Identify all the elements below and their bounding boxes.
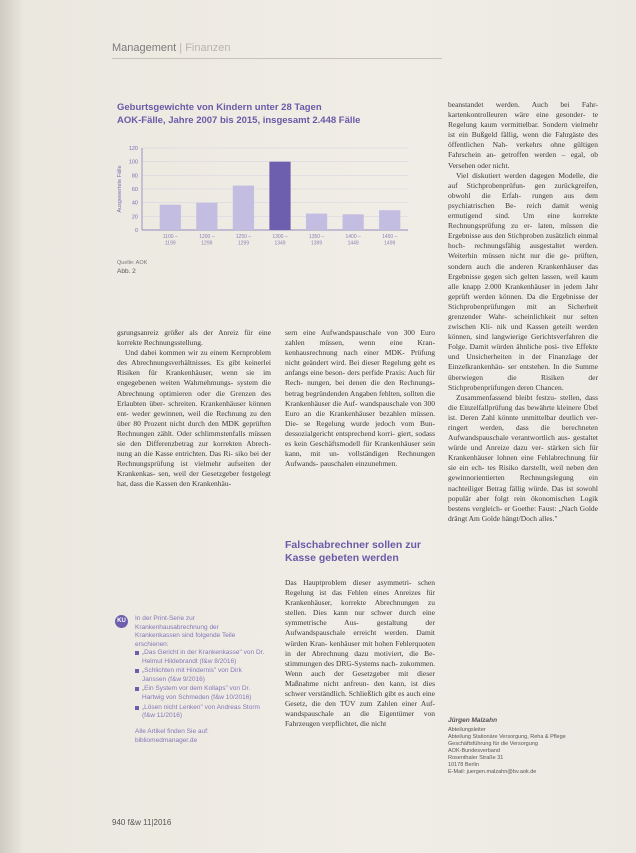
series-list-item: „Das Gericht in der Krankenkasse" von Dr. Helmut Hildebrandt (f&w 8/2016) — [135, 649, 265, 666]
journal-name: f&w 11|2016 — [127, 818, 172, 827]
y-axis-label: Ausgewertete Fälle — [117, 165, 123, 213]
column-1 — [117, 328, 271, 490]
bar — [343, 214, 364, 230]
x-tick-label: 1449 — [347, 240, 359, 247]
x-tick-label: 1349 — [274, 240, 286, 247]
y-tick-label: 40 — [131, 200, 138, 207]
bar — [269, 162, 290, 230]
col3-paragraph-1: beanstandet werden. Auch bei Fahr- kartenkontrolleuren wäre eine gesonder- te Regelung kaum vermittelbar. Sondern vielmehr ist ein Bußgeld fällig, wenn die Fahrgäste des öffentlichen Nah- verkehrs ohne gültigen Fahrschein an- getroffen werden – egal, ob Versehen oder nicht. — [448, 100, 598, 170]
x-tick-label: 1200 – — [199, 234, 215, 240]
chart-title-block — [117, 101, 437, 127]
chart-source: Quelle: AOK — [117, 260, 148, 266]
series-list — [135, 649, 265, 722]
column-3 — [448, 100, 598, 524]
author-line: 10178 Berlin — [448, 762, 479, 768]
col2-paragraph-1: sern eine Aufwandspauschale von 300 Euro zahlen müssen, wenn eine Kran- kenhausrechnung nach einer MDK- Prüfung nicht geändert wird. Bei dieser Regelung geht es anfangs eine beson- ders perfide Praxis: Auch für Rech- nungen, bei denen die den Rechnungs- betrag begründenden Angaben fehlten, sollten die Krankenhäuser die Auf- wandspauschale von 300 Euro an die Krankenhäuser bezahlen müssen. Die- se Regelung wurde jedoch vom Bun- dessozialgericht entsprechend korri- giert, sodass es kein Geschäftsmodell für Krankenhäuser sein kann, mit un- vollständigen Rechnungen Aufwands- pauschalen einzunehmen. — [285, 328, 435, 469]
column-2 — [285, 328, 435, 469]
x-tick-label: 1250 – — [235, 234, 252, 240]
column-2-lower — [285, 578, 435, 729]
header-subsection: Finanzen — [185, 42, 231, 54]
chart-title: Geburtsgewichte von Kindern unter 28 Tagen — [117, 102, 322, 113]
page-header — [112, 42, 230, 54]
page-footer — [112, 818, 171, 827]
x-tick-label: 1100 – — [162, 234, 178, 240]
x-tick-label: 1299 — [237, 240, 249, 247]
series-link[interactable]: Alle Artikel finden Sie auf: bibliomedmanager.de — [135, 728, 209, 744]
author-email[interactable]: E-Mail: juergen.malzahn@bv.aok.de — [448, 769, 537, 775]
y-tick-label: 80 — [131, 173, 138, 180]
col2b-paragraph-1: Das Hauptproblem dieser asymmetri- schen Regelung ist das Fehlen eines Anreizes für Krankenhäuser, korrekte Abrechnungen zu stellen. Dies kann nur schwer durch eine symmetrische Aus- gestaltung der Aufwandspauschale erreicht werden. Damit würden Kran- kenhäuser mit hohen Fehlerquoten in der Abrechnung dazu motiviert, die Be- stimmungen des DRG-Systems nach- zukommen. Wenn auch der Gesetzgeber mit dieser Maßnahme nicht anfreun- den kann, ist dies schwer verständlich. Schließlich gibt es auch eine Gesetz, die den TÜV zum Zahlen einer Auf- wandspauschale an die Eigentümer von Fahrzeugen verpflichtet, die nicht — [285, 578, 435, 729]
figure-label: Abb. 2 — [117, 268, 136, 275]
author-box — [448, 717, 598, 776]
x-tick-label: 1300 – — [272, 234, 288, 240]
x-tick-label: 1399 — [311, 240, 323, 247]
x-tick-label: 1450 – — [382, 234, 398, 240]
author-line: Abteilung Stationäre Versorgung, Reha & Pflege — [448, 734, 566, 740]
bar — [233, 186, 254, 230]
header-separator: | — [179, 42, 183, 54]
series-list-item: „Schlichten mit Hindernis" von Dirk Janssen (f&w 9/2016) — [135, 667, 265, 684]
x-tick-label: 1499 — [384, 240, 396, 247]
bar — [306, 214, 327, 230]
col1-paragraph-1: gsrungsanreiz größer als der Anreiz für eine korrekte Rechnungsstellung. — [117, 328, 271, 348]
x-tick-label: 1350 – — [308, 234, 325, 240]
bar — [196, 203, 217, 230]
y-tick-label: 100 — [128, 159, 138, 166]
header-rule — [112, 58, 442, 59]
col1-paragraph-2: Und dabei kommen wir zu einem Kernproblem des Abrechnungsverhältnisses. Es gibt keinerlei Risiken für Krankenhäuser, wenn sie im engegebenen weiten Wahrnehmungs- system die Abrechnung optimieren oder die Grenzen des Erlaubten über- schreiten. Krankenhäuser können ent- weder gewinnen, weil die Rechnung zu den über 80 Prozent nicht durch den MDK geprüften Rechnungen zählt. Oder schlimmstenfalls müssen sie den Differenzbetrag zur korrekten Abrech- nung an die Kasse entrichten. Das Ri- siko bei der Rechnungsprüfung ist vielmehr aufseiten der Krankenkas- sen, weil der Gesetzgeber festgelegt hat, dass die Kassen den Krankenhäu- — [117, 348, 271, 489]
series-intro: In der Print-Serie zur Krankenhausabrechnung der Krankenkassen sind folgende Teile erschienen: — [135, 615, 236, 648]
col3-paragraph-3: Zusammenfassend bleibt festzu- stellen, dass die Einzelfallprüfung das bewährte kleinere Übel ist. Deren Zahl könnte unmittelbar deutlich ver- ringert werden, dass die berechneten Aufwandspauschale verantwortlich aus- gestaltet würde und Anreize dazu ver- stärken sich für Krankenhäuser lohnen eine Fehlabrechnung für sie ein ech- tes Risiko darstellt, weil neben den gewinnorientierten Rechnungslegung ein nachteiliger Betrag fällig würde. Das ist sowohl populär aber folgt rein ökonomischen Logik bestens vergleich- er Goethe: Faust: „Nach Golde drängt Am Golde hängt/Doch alles." — [448, 392, 598, 523]
birthweight-bar-chart — [112, 140, 412, 258]
y-tick-label: 0 — [134, 228, 138, 234]
series-list-item: „Lösen nicht Lenken" von Andreas Storm (f&w 11/2016) — [135, 704, 265, 721]
x-tick-label: 1299 — [201, 240, 213, 247]
author-line: Geschäftsführung für die Versorgung — [448, 741, 538, 747]
chart-subtitle: AOK-Fälle, Jahre 2007 bis 2015, insgesamt 2.448 Fälle — [117, 115, 361, 126]
y-tick-label: 20 — [131, 214, 138, 221]
series-list-item: „Ein System vor dem Kollaps" von Dr. Hartwig von Schmeden (f&w 10/2016) — [135, 685, 265, 702]
author-name: Jürgen Malzahn — [448, 717, 498, 724]
author-line: Abteilungsleiter — [448, 727, 486, 733]
x-tick-label: 1400 – — [345, 234, 361, 240]
x-tick-label: 1199 — [164, 240, 176, 247]
section-subheading: Falschabrechner sollen zur Kasse gebeten werden — [285, 539, 421, 564]
col3-paragraph-2: Viel diskutiert werden dagegen Modelle, die auf Stichprobenprüfun- gen zurückgreifen, obwohl die Erfah- rungen aus dem psychiatrischen Be- reich damit wenig ermutigend sind. Um eine korrekte Rechnungsprüfung zu er- laten, müssen die Ergebnisse aus den Stichproben zusätzlich einmal hoch- rechnungsfähig ausgestaltet werden. Weiterhin müssen nicht nur die ge- prüften, sondern auch die anderen Krankenhäuser das Ergebnisse gegen sich gelten lassen, weil kaum alle knapp 2.000 Krankenhäuser in jedem Jahr geprüft werden können. Da die Ergebnisse der Stichprobenprüfungen mit an Sicherheit grenzender Wahr- scheinlichkeit nur selten zwischen Kli- nik und Kassen geteilt werden können, sind langwierige Gerichtsverfahren die Folge. Damit würden ähnliche posi- tive Effekte und Unsicherheiten in der Finanzlage der Einzelkrankenhäu- ser entstehen. In die Summe überwiegen die Risiken der Stichprobenprüfungen deren Chancen. — [448, 170, 598, 392]
y-tick-label: 120 — [128, 146, 138, 152]
page-number: 940 — [112, 818, 126, 827]
y-tick-label: 60 — [131, 187, 138, 193]
author-line: AOK-Bundesverband — [448, 748, 500, 754]
author-line: Rosenthaler Straße 31 — [448, 755, 504, 761]
series-badge: KU — [115, 615, 128, 628]
bar — [160, 205, 181, 230]
series-info-box — [115, 613, 267, 753]
header-section: Management — [112, 42, 177, 54]
bar — [379, 210, 400, 230]
